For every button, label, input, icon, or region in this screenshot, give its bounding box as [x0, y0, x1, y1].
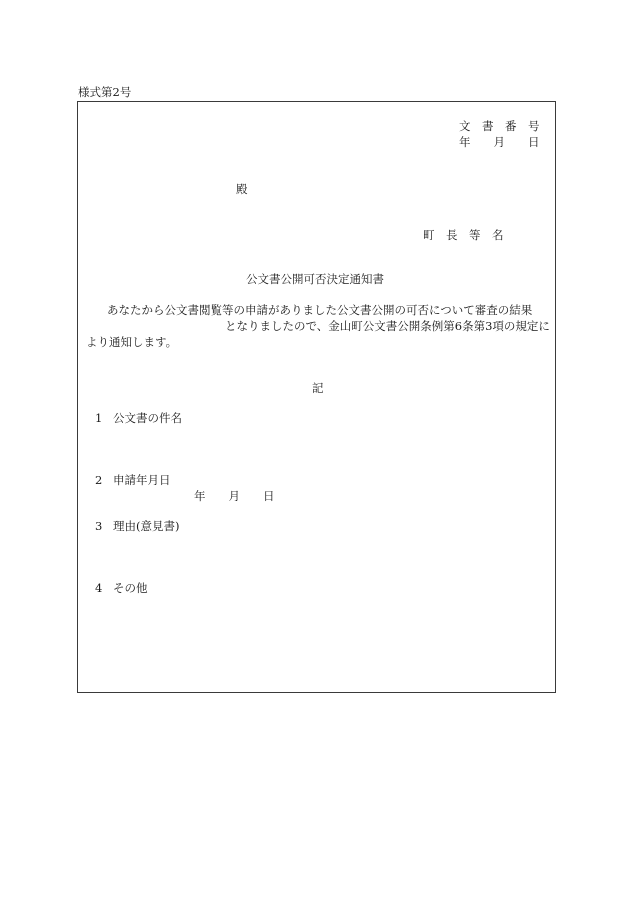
item-number: 4	[95, 581, 103, 595]
item-application-date	[95, 472, 171, 488]
document-date-label: 年 月 日	[459, 135, 540, 149]
item-label: その他	[113, 581, 148, 595]
form-frame	[77, 101, 556, 693]
issuer-name: 町 長 等 名	[423, 228, 504, 242]
item-number: 1	[95, 411, 103, 425]
item-document-subject	[95, 410, 182, 426]
form-number-label: 様式第2号	[78, 85, 132, 99]
item-number: 3	[95, 519, 103, 533]
body-text-line-3: より通知します。	[86, 335, 178, 349]
ki-heading: 記	[312, 381, 324, 395]
item-reason	[95, 518, 179, 534]
addressee-honorific: 殿	[236, 182, 248, 196]
document-number-label: 文 書 番 号	[459, 119, 540, 133]
item-label: 理由(意見書)	[113, 519, 180, 533]
body-text-line-2: となりましたので、金山町公文書公開条例第6条第3項の規定に	[225, 319, 550, 333]
item-label: 申請年月日	[113, 473, 171, 487]
document-title: 公文書公開可否決定通知書	[246, 272, 384, 286]
application-date-value: 年 月 日	[194, 489, 275, 503]
item-other	[95, 580, 148, 596]
body-text-line-1: あなたから公文書閲覧等の申請がありました公文書公開の可否について審査の結果	[107, 303, 533, 317]
item-label: 公文書の件名	[113, 411, 182, 425]
item-number: 2	[95, 473, 103, 487]
